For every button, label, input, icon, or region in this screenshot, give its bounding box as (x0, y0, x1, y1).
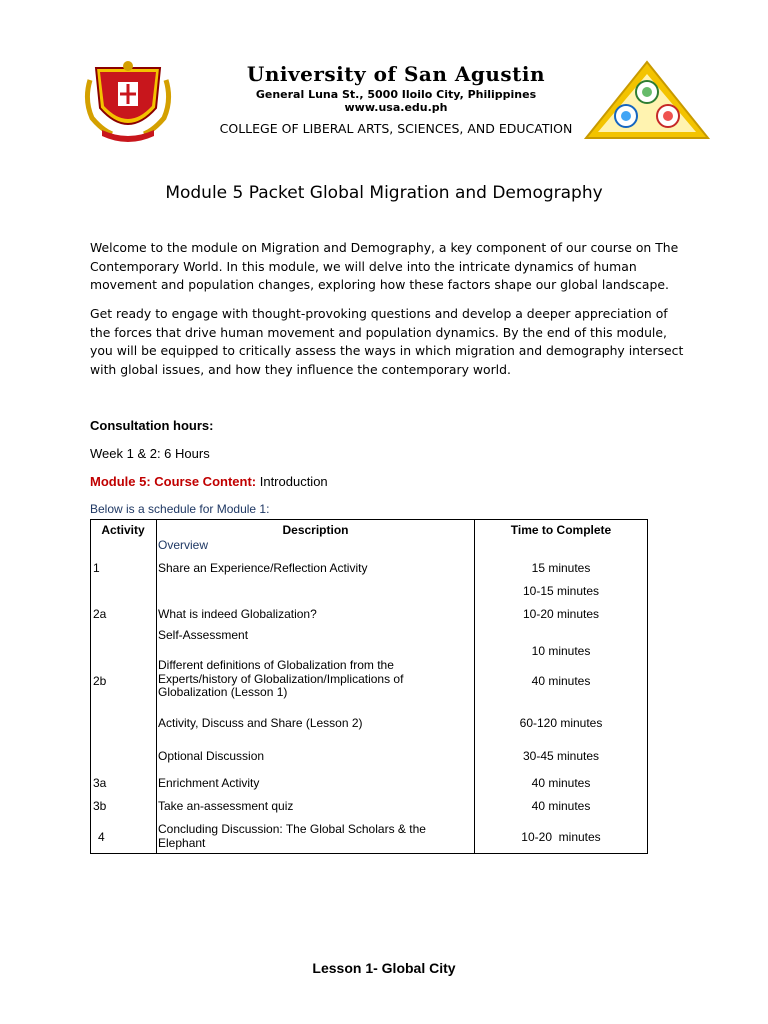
row-time: 60-120 minutes (519, 716, 603, 730)
university-address: General Luna St., 5000 Iloilo City, Philippines (255, 88, 537, 101)
header-activity: Activity (101, 523, 145, 537)
row-description: Self-Assessment (158, 628, 249, 642)
row-time: 15 minutes (531, 561, 591, 575)
module-content-label: Module 5: Course Content: (90, 474, 257, 489)
row-description: Concluding Discussion: The Global Scholars & the Elephant (158, 822, 426, 850)
table-border-bottom (90, 853, 648, 854)
row-description: Optional Discussion (158, 749, 265, 763)
college-name: COLLEGE OF LIBERAL ARTS, SCIENCES, AND EDUCATION (219, 121, 573, 136)
consultation-hours-label: Consultation hours: (90, 418, 214, 433)
row-activity: 3b (93, 799, 107, 813)
row-time: 10 minutes (531, 644, 591, 658)
row-time: 10-15 minutes (522, 584, 600, 598)
row-activity: 2a (93, 607, 107, 621)
college-triangle-logo (582, 60, 712, 140)
row-activity: 1 (93, 561, 100, 575)
row-description: Take an-assessment quiz (158, 799, 294, 813)
row-description: Activity, Discuss and Share (Lesson 2) (158, 716, 363, 730)
row-description: Different definitions of Globalization from the Experts/history of Globalization/Implications of Globalization (Lesson 1) (158, 658, 404, 699)
schedule-intro: Below is a schedule for Module 1: (90, 502, 270, 516)
row-time: 10-20 minutes (522, 607, 600, 621)
week-hours-line: Week 1 & 2: 6 Hours (90, 446, 210, 461)
row-activity: 4 (98, 830, 105, 844)
header-description: Description (282, 523, 349, 537)
row-time: 10-20 minutes (521, 830, 601, 844)
table-border-top (90, 519, 648, 520)
document-title: Module 5 Packet Global Migration and Demography (165, 183, 603, 203)
table-divider-1 (156, 519, 157, 854)
intro-paragraph-2: Get ready to engage with thought-provoking questions and develop a deeper appreciation of the forces that drive human movement and population dynamics. By the end of this module, you will be equipped to critically assess the ways in which migration and demography intersect with global issues, and how they influence the contemporary world. (90, 306, 684, 377)
row-time: 40 minutes (531, 776, 591, 790)
university-crest-logo (82, 60, 174, 142)
lesson-heading: Lesson 1- Global City (312, 960, 456, 976)
row-description: Enrichment Activity (158, 776, 260, 790)
university-name: University of San Agustin (246, 62, 546, 86)
row-time: 40 minutes (531, 674, 591, 688)
row-activity: 2b (93, 674, 107, 688)
row-description: Overview (158, 538, 209, 552)
row-description: Share an Experience/Reflection Activity (158, 561, 368, 575)
row-time: 30-45 minutes (522, 749, 600, 763)
header-time: Time to Complete (510, 523, 612, 537)
table-border-right (647, 519, 648, 854)
intro-paragraph-1: Welcome to the module on Migration and Demography, a key component of our course on The Contemporary World. In this module, we will delve into the intricate dynamics of human movement and population changes, exploring how these factors shape our global landscape. (90, 240, 679, 293)
row-activity: 3a (93, 776, 107, 790)
module-content-value: Introduction (256, 474, 328, 489)
row-description: What is indeed Globalization? (158, 607, 317, 621)
university-website: www.usa.edu.ph (344, 101, 448, 114)
row-time: 40 minutes (531, 799, 591, 813)
module-content-line (90, 474, 328, 489)
table-border-left (90, 519, 91, 854)
schedule-table (90, 519, 648, 854)
